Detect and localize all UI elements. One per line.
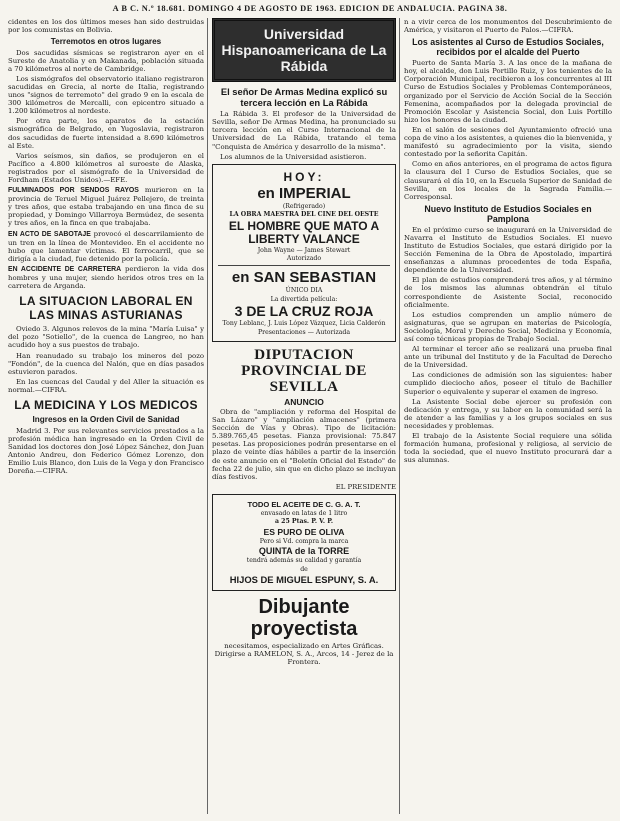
article-paragraph: Oviedo 3. Algunos relevos de la mina "María Luisa" y del pozo "Sotiello", de la cuenca de Langreo, no han acudido hoy a sus puestos de trabajo. — [8, 325, 204, 350]
job-advert-title: Dibujante proyectista — [250, 595, 358, 640]
page-header: A B C. N.º 18.681. DOMINGO 4 DE AGOSTO DE 1963. EDICION DE ANDALUCIA. PAGINA 38. — [112, 4, 508, 13]
divider — [218, 265, 390, 266]
column-middle — [212, 18, 396, 814]
notice-subtitle: ANUNCIO — [284, 397, 324, 407]
advert-note: La divertida película: — [270, 295, 338, 303]
company-name: HIJOS DE MIGUEL ESPUNY, S. A. — [229, 573, 379, 585]
film-title: 3 DE LA CRUZ ROJA — [234, 303, 374, 320]
article-paragraph: Madrid 3. Por sus relevantes servicios prestados a la profesión médica han ingresado en la Orden Civil de Sanidad los doctores don José López Sánchez, don Juan Antonio Andreu, don Federico Gómez Lorenzo, don Emilio Luis Blanco, don Luis de la Vega y don Francisco Doreña.—CIFRA. — [8, 426, 204, 476]
advert-line: a 25 Ptas. P. V. P. — [275, 518, 333, 526]
advert-line: TODO EL ACEITE DE C. G. A. T. — [247, 499, 361, 509]
column-left — [8, 18, 204, 814]
article-paragraph: El plan de estudios comprenderá tres años, y al término de los mismos las alumnas obtendrán el título correspondiente de Asistente Social, reconocido oficialmente. — [404, 276, 612, 309]
job-advert-text: necesitamos, especializado en Artes Gráficas. Dirigirse a RAMELON, S. A., Arcos, 14 - Jerez de la Frontera. — [214, 641, 394, 667]
article-paragraph: Puerto de Santa María 3. A las once de la mañana de hoy, el alcalde, don Luis Portillo Ruiz, y los tenientes de la Corporación Municipal, recibieron a los concurrentes al III Curso de Estudios Sociales y Problemas Contemporáneos, organizado por el Servicio de Acción Social de la Sección Femenina, acompañados por la delegada provincial de Promoción Escolar y Asistencia Social, don Luis Portillo hizo los honores de la ciudad. — [404, 59, 612, 124]
article-paragraph: En las cuencas del Caudal y del Aller la situación es normal.—CIFRA. — [8, 377, 204, 394]
advert-today: HOY: — [283, 169, 325, 184]
column-rule — [399, 18, 400, 814]
cinema-name: en IMPERIAL — [257, 184, 351, 202]
film-title: EL HOMBRE QUE MATO A LIBERTY VALANCE — [228, 218, 380, 246]
article-paragraph: El trabajo de la Asistente Social requiere una sólida formación humana, profesional y religiosa, al servicio de toda la sociedad, que el nuevo Instituto procurará dar a sus alumnas. — [404, 432, 612, 465]
article-subheading: Ingresos en la Orden Civil de Sanidad — [32, 415, 180, 425]
oil-advert — [212, 494, 396, 591]
film-rating: Autorizado — [286, 254, 322, 262]
article-paragraph: Al terminar el tercer año se realizará una prueba final ante un tribunal del Instituto y de la Facultad de Derecho de la Universidad. — [404, 345, 612, 370]
article-paragraph: Las condiciones de admisión son las siguientes: haber cumplido dieciocho años, poseer el título de Bachiller Superior o equivalente y superar el examen de ingreso. — [404, 371, 612, 396]
section-banner: Universidad Hispanoamericana de La Rábida — [212, 18, 396, 82]
article-headline: El señor De Armas Medina explicó su tercera lección en La Rábida — [220, 86, 388, 108]
article-paragraph: Dos sacudidas sísmicas se registraron ayer en el Sureste de Anatolia y en Makanada, población situada a 70 kilómetros al norte de Cambridge. — [8, 48, 204, 73]
article-paragraph: La Asistente Social debe ejercer su profesión con dedicación y entrega, y su labor en la comunidad será la de atender a las familias y a los grupos sociales en sus necesidades y problemas. — [404, 397, 612, 430]
advert-line: ES PURO DE OLIVA — [263, 526, 345, 537]
article-paragraph: Los alumnos de la Universidad asistieron. — [220, 152, 367, 161]
brief-text: provocó el descarrilamiento de un tren en la línea de Montevideo. En el accidente no hubo que lamentar víctimas. El ferrocarril, que se dirigía a la ciudad, fue detenido por la policía. — [8, 229, 204, 263]
article-headline: Nuevo Instituto de Estudios Sociales en Pamplona — [424, 203, 592, 224]
article-paragraph: Por otra parte, los aparatos de la estación sismográfica de Belgrado, en Yugoslavia, registraron dos sacudidas de fuerte intensidad a 8.690 kilómetros al Este. — [8, 117, 204, 150]
article-paragraph: En el salón de sesiones del Ayuntamiento ofreció una copa de vino a los asistentes, a quienes dio la bienvenida, y manifestó su agradecimiento por la visita, siendo contestado por la señorita Capitán. — [404, 125, 612, 159]
notice-signature: EL PRESIDENTE — [335, 482, 396, 491]
notice-title: DIPUTACION PROVINCIAL DE SEVILLA — [241, 347, 367, 395]
advert-note: ÚNICO DIA — [285, 287, 323, 295]
film-rating: Presentaciones — Autorizada — [257, 328, 351, 336]
cinema-advert — [212, 164, 396, 342]
brief-lead: EN ACTO DE SABOTAJE — [8, 230, 91, 238]
brand-name: QUINTA de la TORRE — [258, 546, 350, 557]
advert-line: Pero si Vd. compra la marca — [259, 537, 349, 545]
article-paragraph: cidentes en los dos últimos meses han sido destruidas por los comunistas en Bolivia. — [8, 18, 204, 35]
article-paragraph: En el próximo curso se inaugurará en la Universidad de Navarra el Instituto de Estudios Sociales. El nuevo Instituto de Estudios Sociales, que estará dirigido por la Sección Femenina de la Obra de Apostolado, impartirá enseñanzas a alumnas procedentes de toda España, dependiente de la Universidad. — [404, 225, 612, 275]
article-headline: Los asistentes al Curso de Estudios Sociales, recibidos por el alcalde del Puerto — [412, 37, 604, 58]
article-headline: LA MEDICINA Y LOS MEDICOS — [14, 397, 198, 412]
film-cast: John Wayne — James Stewart — [257, 246, 351, 254]
brief-text: murieron en la provincia de Teruel Miguel Juárez Pellejero, de treinta y tres años, que estaba trabajando en una finca de su propiedad, y Domingo Villarroya Bermúdez, de sesenta y tres años, en la finca en que trabajaba. — [8, 186, 204, 228]
article-paragraph: Han reanudado su trabajo los mineros del pozo "Fondón", de la cuenca del Nalón, que en días pasados estuvieron parados. — [8, 351, 204, 376]
advert-line: tendrá además su calidad y garantía — [246, 557, 362, 565]
column-right — [404, 18, 612, 814]
article-paragraph: Los sismógrafos del observatorio italiano registraron sacudidas en Grecia, al norte de Italia, registrando unos "signos de terremoto" del grado 9 en la escala de 300 kilómetros de Mercalli, con epicentro situado a 1.200 kilómetros al nordeste. — [8, 74, 204, 116]
brief-item — [8, 265, 204, 290]
advert-line: envasado en latas de 1 litro — [260, 509, 348, 517]
film-cast: Tony Leblanc, J. Luis López Vázquez, Licia Calderón — [222, 320, 386, 328]
article-headline: LA SITUACION LABORAL EN LAS MINAS ASTURIANAS — [19, 294, 193, 322]
article-paragraph: Varios seísmos, sin daños, se produjeron en el Pacífico a 4.800 kilómetros al suroeste de Alaska, registrados por el sismógrafo de la Universidad de Fordham (Estados Unidos).—EFE. — [8, 151, 204, 184]
cinema-name: en SAN SEBASTIAN — [231, 269, 377, 287]
brief-lead: FULMINADOS POR SENDOS RAYOS — [8, 187, 139, 195]
article-paragraph: Como en años anteriores, en el programa de actos figura la clausura del I Curso de Estudios Sociales, que se clausurará el día 10, en la Escuela Superior de Sanidad de Sevilla, en los locales de la Sagrada Familia.—Corresponsal. — [404, 160, 612, 201]
column-rule — [207, 18, 208, 814]
article-paragraph: Los estudios comprenden un amplio número de asignaturas, que se agrupan en materias de Psicología, Sociología, Moral y Derecho Social, Medicina y Economía, así como técnicas propias de Trabajo Social. — [404, 310, 612, 343]
brief-item — [8, 186, 204, 227]
advert-line: de — [300, 565, 308, 573]
article-paragraph: La Rábida 3. El profesor de la Universidad de Sevilla, señor De Armas Medina, ha pronunciado su tercera lección en el Curso Internacional de la Universidad de La Rábida, tratando el tema "Conquista de América y desarrollo de la misma". — [212, 110, 396, 151]
advert-note: (Refrigerado) — [282, 202, 326, 210]
notice-text: Obra de "ampliación y reforma del Hospital de San Lázaro" y "ampliación almacenes" (primera Sección de Vías y Obras). Tipo de licitación: 5.389.765,45 pesetas. Fianza provisional: 75.847 pesetas. Las proposiciones podrán presentarse en el plazo de veinte días hábiles a partir de la inserción de este anuncio en el "Boletín Oficial del Estado" de fecha 22 de julio, sin que en dicho plazo se incluyan días festivos. — [212, 408, 396, 481]
article-heading: Terremotos en otros lugares — [50, 37, 162, 47]
article-paragraph: n a vivir cerca de los monumentos del Descubrimiento de América, y visitaron el Puerto de Palos.—CIFRA. — [404, 18, 612, 35]
brief-lead: EN ACCIDENTE DE CARRETERA — [8, 265, 122, 273]
brief-text: perdieron la vida dos hombres y una mujer, siendo heridos otros tres en la carretera de Arganda. — [8, 264, 204, 291]
brief-item — [8, 230, 204, 263]
advert-note: LA OBRA MAESTRA DEL CINE DEL OESTE — [229, 211, 379, 219]
